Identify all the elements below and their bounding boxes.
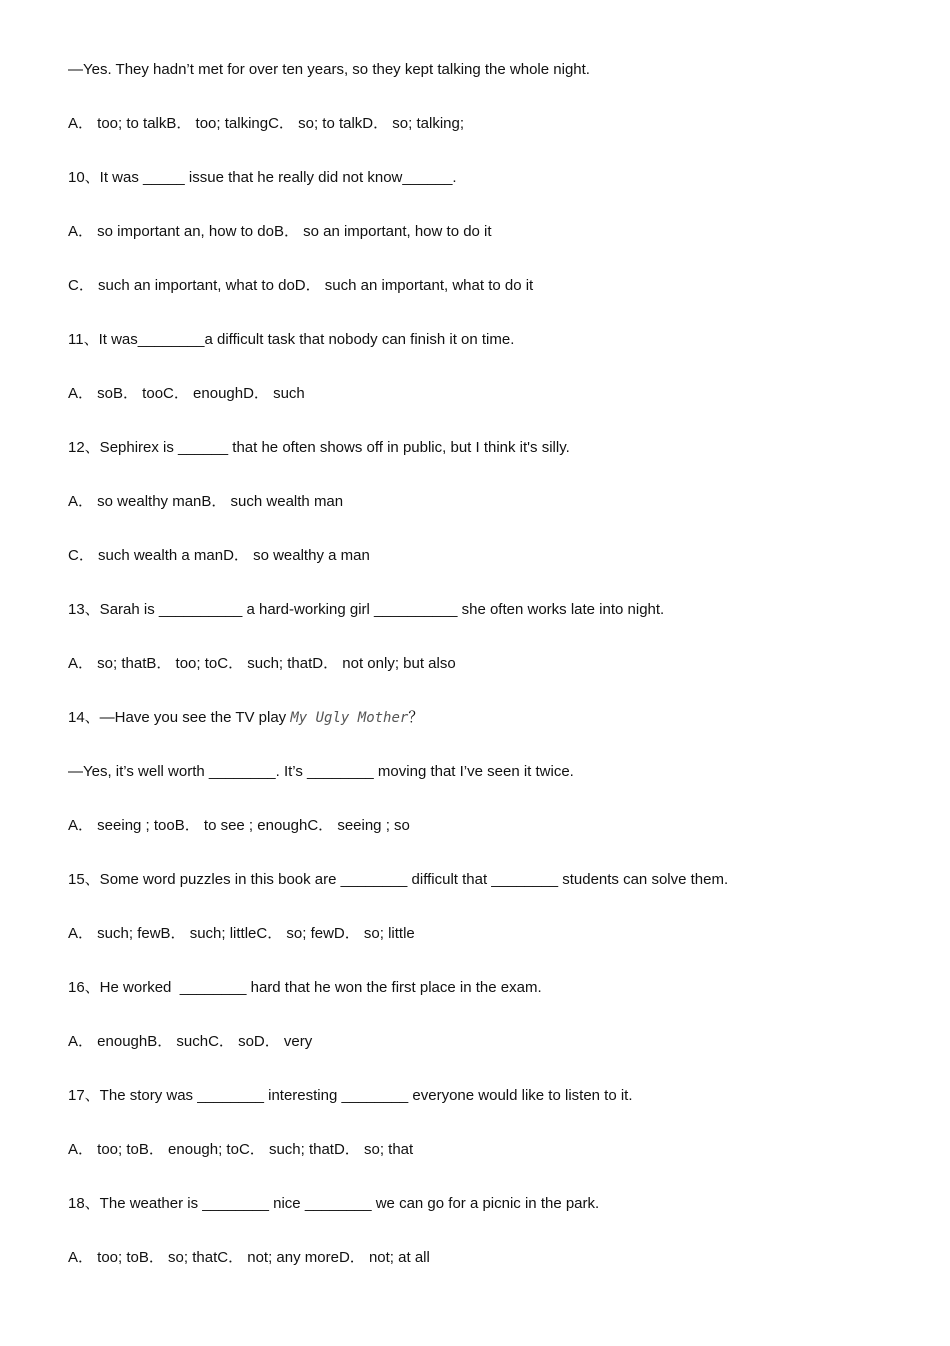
line-text: 15、Some word puzzles in this book are ________ difficult that ________ students can solve them. xyxy=(68,871,729,888)
line-text: 13、Sarah is __________ a hard-working girl __________ she often works late into night. xyxy=(68,601,665,618)
question-11 xyxy=(68,326,888,380)
question-10 xyxy=(68,164,888,218)
line-text: A． soB． tooC． enoughD． such xyxy=(68,385,305,402)
line-text: C． such an important, what to doD． such an important, what to do it xyxy=(68,277,534,294)
options-line xyxy=(68,488,888,542)
line-text: A． too; toB． so; thatC． not; any moreD． not; at all xyxy=(68,1249,430,1266)
question-18 xyxy=(68,1190,888,1244)
options-line xyxy=(68,1028,888,1082)
question-14 xyxy=(68,704,888,758)
options-line xyxy=(68,812,888,866)
question-12 xyxy=(68,434,888,488)
options-line xyxy=(68,920,888,974)
line-text: A． such; fewB． such; littleC． so; fewD． so; little xyxy=(68,925,415,942)
line-text: A． seeing ; tooB． to see ; enoughC． seeing ; so xyxy=(68,817,410,834)
line-text: 12、Sephirex is ______ that he often shows off in public, but I think it's silly. xyxy=(68,439,570,456)
line-text-suffix: ？ xyxy=(408,709,424,726)
options-line xyxy=(68,272,888,326)
line-text: A． so wealthy manB． such wealth man xyxy=(68,493,344,510)
line-text: C． such wealth a manD． so wealthy a man xyxy=(68,547,370,564)
line-text: A． so; thatB． too; toC． such; thatD． not only; but also xyxy=(68,655,456,672)
line-text: 18、The weather is ________ nice ________ we can go for a picnic in the park. xyxy=(68,1195,600,1212)
options-line xyxy=(68,218,888,272)
tv-play-title: My Ugly Mother xyxy=(290,710,409,726)
options-line xyxy=(68,380,888,434)
question-17 xyxy=(68,1082,888,1136)
line-text: 16、He worked ________ hard that he won the first place in the exam. xyxy=(68,979,542,996)
line-text: —Yes, it’s well worth ________. It’s ________ moving that I’ve seen it twice. xyxy=(68,763,574,780)
line-text: —Yes. They hadn’t met for over ten years, so they kept talking the whole night. xyxy=(68,61,590,78)
answer-line xyxy=(68,56,888,110)
options-line xyxy=(68,110,888,164)
question-13 xyxy=(68,596,888,650)
line-text: A． enoughB． suchC． soD． very xyxy=(68,1033,313,1050)
question-15 xyxy=(68,866,888,920)
line-text-prefix: 14、—Have you see the TV play xyxy=(68,709,291,726)
question-16 xyxy=(68,974,888,1028)
options-line xyxy=(68,542,888,596)
options-line xyxy=(68,1136,888,1190)
line-text: A． so important an, how to doB． so an important, how to do it xyxy=(68,223,492,240)
line-text: 17、The story was ________ interesting ________ everyone would like to listen to it. xyxy=(68,1087,633,1104)
document-page xyxy=(68,56,888,1298)
options-line xyxy=(68,650,888,704)
line-text: 10、It was _____ issue that he really did not know______. xyxy=(68,169,457,186)
options-line xyxy=(68,1244,888,1298)
line-text: A． too; to talkB． too; talkingC． so; to talkD． so; talking; xyxy=(68,115,464,132)
answer-line xyxy=(68,758,888,812)
line-text: 11、It was________a difficult task that nobody can finish it on time. xyxy=(68,331,515,348)
line-text: A． too; toB． enough; toC． such; thatD． so; that xyxy=(68,1141,414,1158)
